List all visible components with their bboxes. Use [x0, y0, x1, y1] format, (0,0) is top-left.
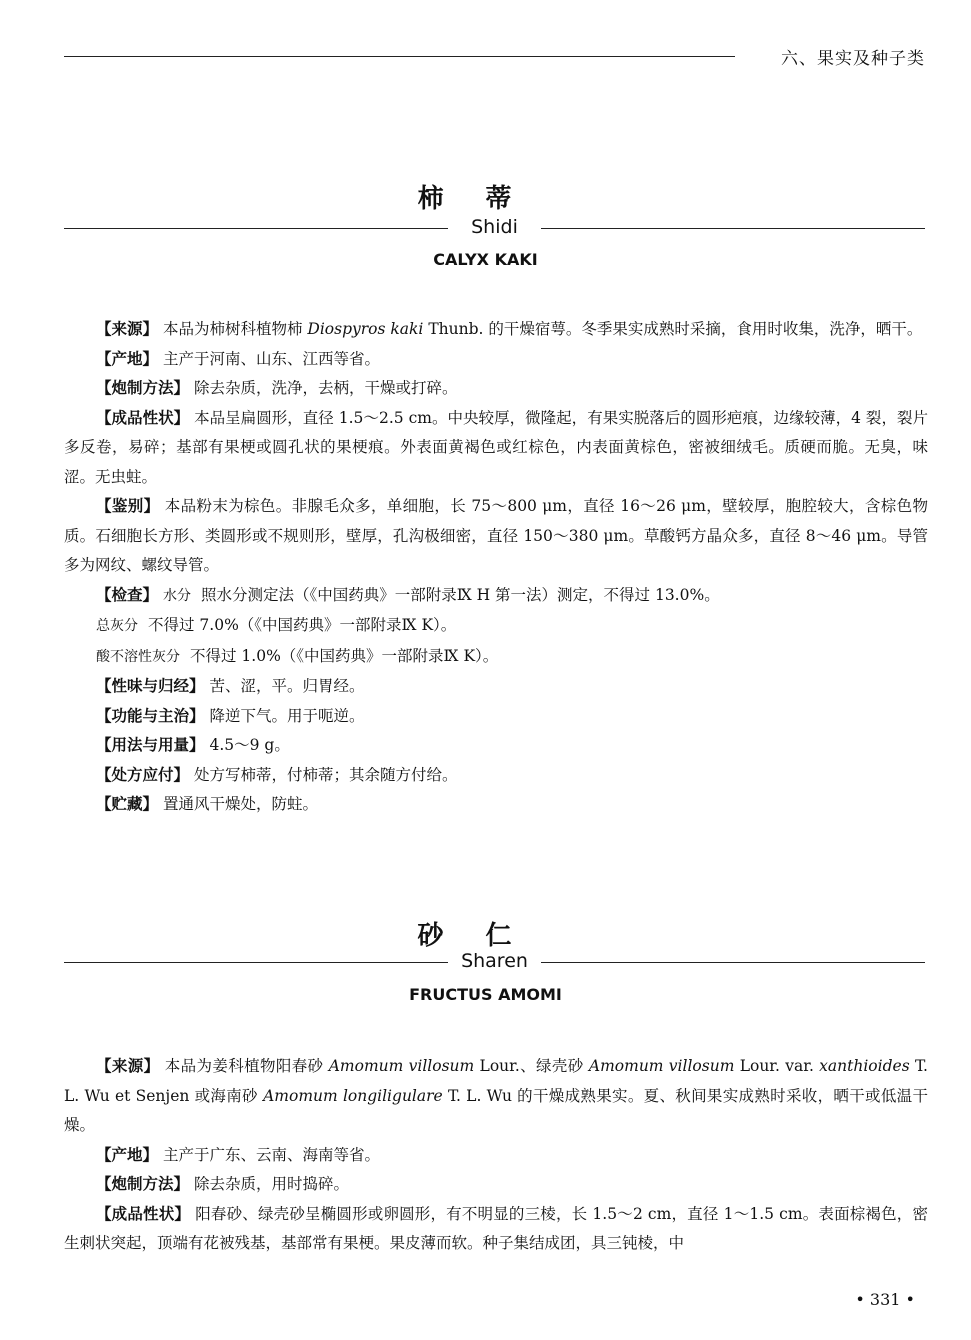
section-storage: 【贮藏】 置通风干燥处，防蛀。 [96, 795, 318, 813]
section-processing: 【炮制方法】 除去杂质，用时捣碎。 [96, 1175, 349, 1193]
pinyin-shidi: Shidi [471, 216, 518, 238]
latin-name-sharen: FRUCTUS AMOMI [409, 985, 562, 1004]
chapter-title: 六、果实及种子类 [781, 49, 925, 69]
divider-right [541, 228, 925, 229]
pinyin-line-sharen [64, 950, 925, 974]
section-acid-ash: 酸不溶性灰分 不得过 1.0%（《中国药典》一部附录Ⅸ K）。 [96, 646, 499, 665]
section-origin: 【产地】 主产于河南、山东、江西等省。 [96, 349, 380, 368]
section-prescription: 【处方应付】 处方写柿蒂，付柿蒂；其余随方付给。 [96, 765, 458, 784]
section-characteristics: 【成品性状】 阳春砂、绿壳砂呈椭圆形或卵圆形，有不明显的三棱，长 1.5～2 cm，直径 1～1.5 cm。表面棕褐色，密生刺状突起，顶端有花被残基，基部常有果梗。果皮薄而软。种子集结成团，具三钝棱，中 [64, 1204, 928, 1252]
header-rule [64, 56, 735, 57]
section-dosage: 【用法与用量】 4.5～9 g。 [96, 736, 290, 754]
section-source: 【来源】 本品为柿树科植物柿 Diospyros kaki Thunb. 的干燥宿萼。冬季果实成熟时采摘，食用时收集，洗净，晒干。 [96, 320, 923, 338]
section-taste: 【性味与归经】 苦、涩，平。归胃经。 [96, 677, 365, 695]
entry-title-sharen: 砂仁 [417, 921, 554, 951]
section-processing: 【炮制方法】 除去杂质，洗净，去柄，干燥或打碎。 [96, 379, 458, 397]
pinyin-sharen: Sharen [461, 950, 528, 972]
divider-right [541, 962, 925, 963]
section-check: 【检查】 水分 照水分测定法（《中国药典》一部附录Ⅸ H 第一法）测定，不得过 13.0%。 [96, 585, 720, 604]
entry-body-sharen [64, 1052, 928, 1259]
section-source: 【来源】 本品为姜科植物阳春砂 Amomum villosum Lour.、绿壳砂 Amomum villosum Lour. var. xanthioides T. L. Wu et Senjen 或海南砂 Amomum longiligulare T. L. Wu 的干燥成熟果实。夏、秋间果实成熟时采收，晒干或低温干燥。 [64, 1057, 928, 1134]
pinyin-line-shidi [64, 216, 925, 240]
page-number: • 331 • [855, 1290, 915, 1309]
running-header [64, 44, 925, 70]
section-characteristics: 【成品性状】 本品呈扁圆形，直径 1.5～2.5 cm。中央较厚，微隆起，有果实脱落后的圆形疤痕，边缘较薄，4 裂，裂片多反卷，易碎；基部有果梗或圆孔状的果梗痕。外表面黄褐色或红棕色，内表面黄棕色，密被细绒毛。质硬而脆。无臭，味涩。无虫蛀。 [64, 408, 928, 486]
section-total-ash: 总灰分 不得过 7.0%（《中国药典》一部附录Ⅸ K）。 [96, 616, 457, 634]
latin-name-shidi: CALYX KAKI [433, 250, 538, 269]
section-origin: 【产地】 主产于广东、云南、海南等省。 [96, 1145, 380, 1164]
section-identification: 【鉴别】 本品粉末为棕色。非腺毛众多，单细胞，长 75～800 μm，直径 16～26 μm，壁较厚，胞腔较大，含棕色物质。石细胞长方形、类圆形或不规则形，壁厚，孔沟极细密，直径 150～380 μm。草酸钙方晶众多，直径 8～46 μm。导管多为网纹、螺纹导管。 [64, 497, 928, 574]
entry-body-shidi [64, 315, 928, 820]
section-function: 【功能与主治】 降逆下气。用于呃逆。 [96, 706, 365, 725]
entry-title-shidi: 柿蒂 [417, 184, 554, 214]
